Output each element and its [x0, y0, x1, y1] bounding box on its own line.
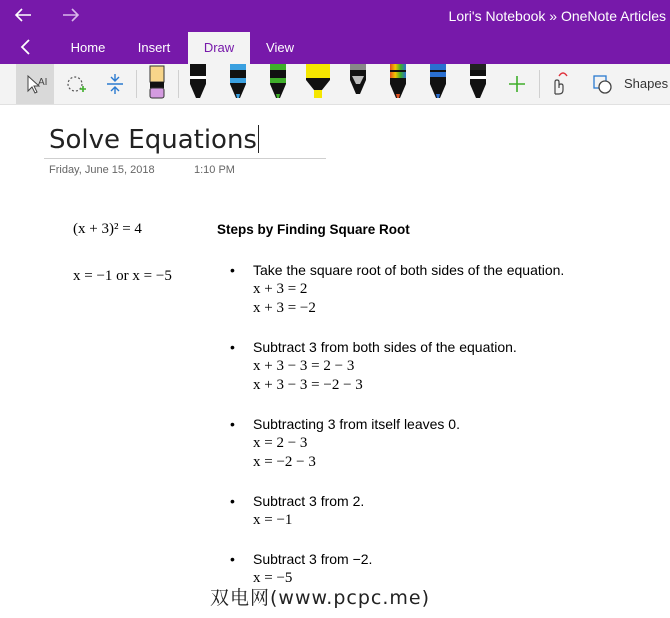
blue-pen-icon[interactable] — [226, 64, 250, 104]
green-pen-icon[interactable] — [266, 64, 290, 104]
shapes-button[interactable] — [592, 64, 670, 104]
step-item[interactable]: • Subtract 3 from −2. x = −5 — [230, 550, 564, 588]
ribbon-tabs — [0, 32, 670, 64]
tab-insert[interactable]: Insert — [137, 40, 171, 55]
black-pen-icon[interactable] — [186, 64, 210, 104]
forward-arrow-icon[interactable] — [60, 4, 82, 31]
svg-text:AI: AI — [38, 77, 48, 88]
tab-view[interactable]: View — [266, 40, 294, 55]
shapes-icon — [592, 74, 614, 96]
step-math-line: x = −5 — [253, 570, 293, 586]
step-text: Subtract 3 from both sides of the equation. — [253, 339, 517, 355]
step-math-line: x + 3 = −2 — [253, 300, 316, 316]
yellow-highlighter-icon[interactable] — [302, 64, 334, 104]
draw-toolbar — [0, 64, 670, 105]
page-time: 1:10 PM — [194, 164, 235, 176]
eraser-icon[interactable] — [144, 64, 170, 104]
step-math-line: x = 2 − 3 — [253, 435, 308, 451]
window-title: Lori's Notebook » OneNote Articles — [448, 8, 666, 24]
step-math-line: x + 3 = 2 — [253, 281, 308, 297]
watermark: 双电网(www.pcpc.me) — [210, 587, 430, 609]
insert-space-icon[interactable] — [103, 64, 127, 104]
ink-hand-icon[interactable] — [547, 64, 569, 104]
tab-draw[interactable]: Draw — [188, 32, 250, 64]
page-title[interactable]: Solve Equations — [49, 125, 257, 155]
step-item[interactable]: • Subtract 3 from both sides of the equation. x + 3 − 3 = 2 − 3 x + 3 − 3 = −2 − 3 — [230, 338, 564, 395]
step-text: Subtract 3 from 2. — [253, 493, 365, 509]
black-pen-2-icon[interactable] — [466, 64, 490, 104]
chevron-left-icon[interactable] — [18, 37, 32, 63]
step-math-line: x = −1 — [253, 512, 293, 528]
shapes-label: Shapes — [624, 76, 669, 91]
step-text: Subtract 3 from −2. — [253, 551, 373, 567]
step-math-line: x = −2 − 3 — [253, 454, 316, 470]
lasso-icon[interactable] — [62, 64, 90, 104]
step-text: Take the square root of both sides of the equation. — [253, 262, 565, 278]
title-divider — [44, 158, 326, 159]
tab-home[interactable]: Home — [70, 40, 106, 55]
text-select-icon[interactable] — [16, 64, 54, 104]
step-item[interactable]: • Subtract 3 from 2. x = −1 — [230, 492, 564, 530]
equation-solution[interactable]: x = −1 or x = −5 — [73, 268, 172, 284]
steps-heading[interactable]: Steps by Finding Square Root — [217, 222, 410, 237]
page-canvas[interactable] — [0, 105, 670, 618]
ocean-pen-icon[interactable] — [426, 64, 450, 104]
plus-icon[interactable] — [506, 64, 528, 104]
pencil-icon[interactable] — [346, 64, 370, 104]
step-item[interactable]: • Take the square root of both sides of the equation. x + 3 = 2 x + 3 = −2 — [230, 262, 565, 316]
equation-original[interactable]: (x + 3)² = 4 — [73, 221, 142, 237]
steps-list — [230, 261, 564, 608]
galaxy-pen-icon[interactable] — [386, 64, 410, 104]
text-cursor — [258, 125, 259, 153]
step-item[interactable]: • Subtracting 3 from itself leaves 0. x = 2 − 3 x = −2 − 3 — [230, 415, 564, 472]
back-arrow-icon[interactable] — [12, 4, 34, 31]
page-date: Friday, June 15, 2018 — [49, 164, 155, 176]
title-bar — [0, 0, 670, 32]
step-math-line: x + 3 − 3 = 2 − 3 — [253, 358, 355, 374]
step-text: Subtracting 3 from itself leaves 0. — [253, 416, 460, 432]
step-math-line: x + 3 − 3 = −2 − 3 — [253, 377, 363, 393]
